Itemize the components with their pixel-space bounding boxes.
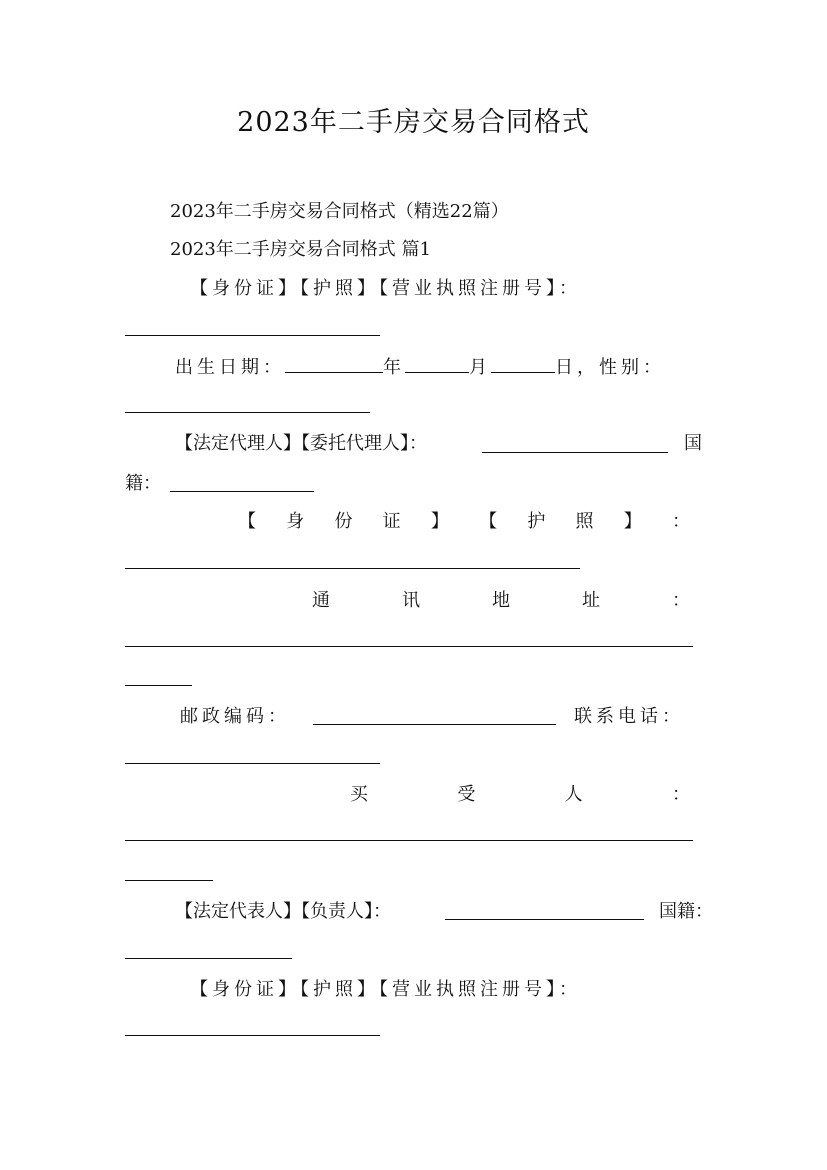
colon: ： — [672, 590, 690, 611]
agent-id-type-line — [238, 510, 690, 534]
page-title: 2023年二手房交易合同格式 — [237, 107, 590, 138]
agent-name-blank — [482, 452, 668, 453]
id-card-label: 【身份证】 — [190, 278, 300, 299]
birth-month-blank — [405, 355, 469, 373]
subtitle: 2023年二手房交易合同格式（精选22篇） — [170, 201, 509, 222]
id-card-label: 【身份证】 — [190, 979, 300, 1000]
id-char: 份 — [334, 511, 353, 532]
passport-label: 【护照】 — [300, 979, 379, 1000]
birth-date-label: 出生日期： — [175, 357, 285, 378]
buyer-blank-1 — [125, 840, 693, 841]
buyer-char: 人 — [564, 784, 583, 805]
year-label: 年 — [383, 357, 405, 378]
representative-blank — [445, 919, 644, 920]
address-char: 通 — [312, 590, 330, 611]
passport-char: 护 — [527, 511, 546, 532]
address-char: 地 — [492, 590, 510, 611]
address-line — [312, 589, 690, 613]
colon: ： — [559, 278, 581, 299]
buyer-id-type-line — [190, 978, 581, 1002]
phone-blank — [125, 763, 380, 764]
buyer-blank-2 — [125, 880, 213, 881]
passport-char: 照 — [575, 511, 594, 532]
postal-code-blank — [313, 724, 556, 725]
postal-code-label: 邮政编码： — [180, 706, 290, 727]
address-char: 讯 — [402, 590, 420, 611]
license-label: 【营业执照注册号】 — [379, 979, 559, 1000]
phone-label: 联系电话： — [574, 706, 684, 727]
buyer-char: 受 — [457, 784, 476, 805]
day-label: 日， — [555, 357, 599, 378]
address-blank-1 — [125, 646, 693, 647]
nationality-blank — [170, 491, 314, 492]
representative-nationality-label: 国籍： — [659, 901, 713, 922]
agent-label: 【法定代理人】【委托代理人】： — [175, 433, 427, 454]
bracket-close: 】 — [430, 511, 449, 532]
bracket-open: 【 — [238, 511, 256, 532]
address-char: 址 — [582, 590, 600, 611]
birth-year-blank — [285, 355, 383, 373]
colon: ： — [559, 979, 581, 1000]
birth-day-blank — [491, 355, 555, 373]
bracket-open: 【 — [479, 511, 498, 532]
license-label: 【营业执照注册号】 — [379, 278, 559, 299]
buyer-char: 买 — [350, 784, 368, 805]
birth-date-line — [175, 355, 665, 380]
passport-label: 【护照】 — [300, 278, 379, 299]
agent-id-blank — [125, 568, 580, 569]
gender-label: 性别： — [599, 357, 665, 378]
representative-label: 【法定代表人】【负责人】： — [175, 901, 391, 922]
address-blank-2 — [125, 685, 192, 686]
section-heading: 2023年二手房交易合同格式 篇1 — [170, 239, 431, 260]
id-char: 证 — [382, 511, 401, 532]
gender-blank — [125, 412, 370, 413]
month-label: 月 — [469, 357, 491, 378]
id-char: 身 — [286, 511, 305, 532]
agent-line — [175, 432, 427, 456]
colon: ： — [671, 511, 690, 532]
nationality-suffix: 籍： — [125, 473, 161, 494]
colon: ： — [671, 784, 690, 805]
bracket-close: 】 — [623, 511, 642, 532]
buyer-id-blank — [125, 1035, 380, 1036]
seller-id-blank — [125, 335, 380, 336]
seller-id-type-line — [190, 277, 581, 301]
representative-nationality-blank — [125, 958, 292, 959]
nationality-prefix: 国 — [684, 433, 702, 454]
buyer-line — [350, 783, 690, 807]
